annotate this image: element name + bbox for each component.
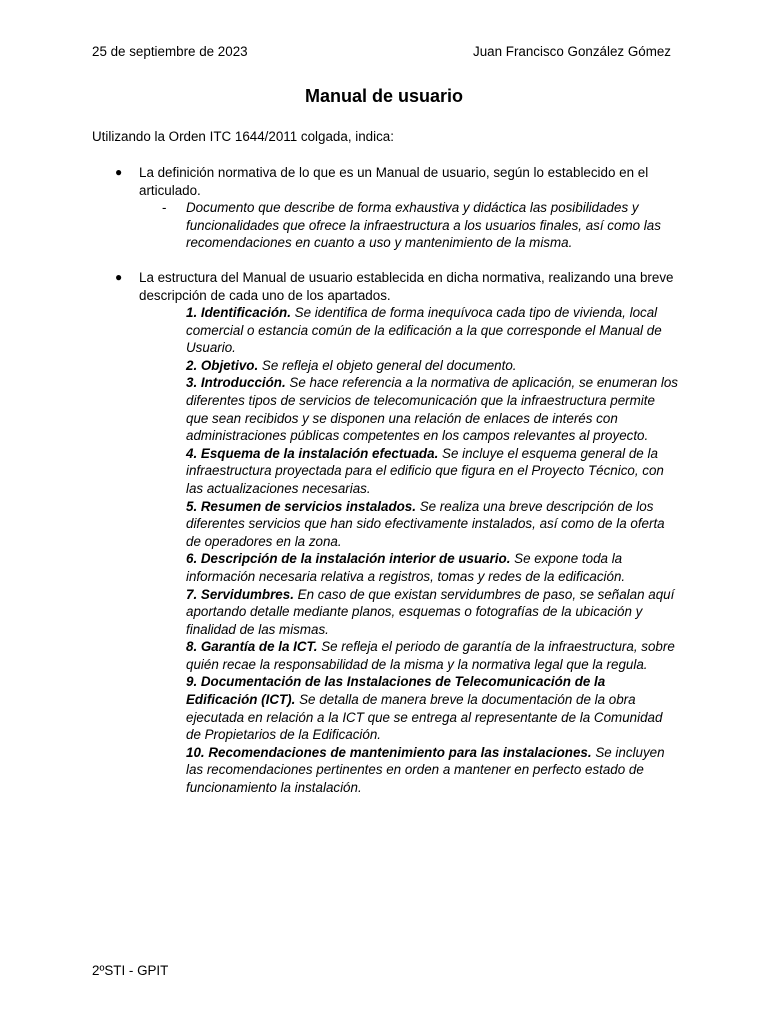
structure-item-8 <box>186 638 680 673</box>
structure-heading: 3. Introducción. <box>186 375 286 391</box>
structure-item-3 <box>186 374 680 444</box>
structure-list <box>186 304 680 797</box>
structure-heading: 4. Esquema de la instalación efectuada. <box>186 445 439 461</box>
structure-heading: 8. Garantía de la ICT. <box>186 639 318 655</box>
structure-text: Se incluye el esquema general de la infraestructura proyectada para el edificio que figura en el Proyecto Técnico, con las actualizaciones necesarias. <box>186 445 664 496</box>
bullet-text: La estructura del Manual de usuario establecida en dicha normativa, realizando una breve descripción de cada uno de los apartados. <box>139 270 674 303</box>
dash-icon: - <box>162 200 167 215</box>
sub-text: Documento que describe de forma exhaustiva y didáctica las posibilidades y funcionalidades que ofrece la infraestructura a los usuarios finales, así como las recomendaciones en cuanto a uso y mantenimiento de la misma. <box>186 200 661 251</box>
structure-heading: 7. Servidumbres. <box>186 586 294 602</box>
page-header <box>92 43 671 61</box>
structure-item-4 <box>186 445 680 498</box>
header-date: 25 de septiembre de 2023 <box>92 44 248 59</box>
structure-heading: 2. Objetivo. <box>186 357 259 373</box>
structure-item-5 <box>186 498 680 551</box>
structure-item-10 <box>186 744 680 797</box>
page-footer: 2ºSTI - GPIT <box>92 963 169 978</box>
structure-item-2 <box>186 357 680 375</box>
structure-heading: 5. Resumen de servicios instalados. <box>186 498 416 514</box>
sub-item-definition <box>162 199 680 252</box>
structure-item-7 <box>186 586 680 639</box>
bullet-dot-icon: ● <box>115 270 123 284</box>
bullet-item-structure <box>115 269 679 304</box>
structure-text: Se refleja el periodo de garantía de la infraestructura, sobre quién recae la responsabilidad de la misma y la normativa legal que la regula. <box>186 639 675 672</box>
structure-text: Se realiza una breve descripción de los diferentes servicios que han sido efectivamente instalados, así como de la oferta de operadores en la zona. <box>186 498 665 549</box>
structure-heading: 9. Documentación de las Instalaciones de Telecomunicación de la Edificación (ICT). <box>186 674 606 708</box>
structure-text: Se detalla de manera breve la documentación de la obra ejecutada en relación a la ICT que se entrega al representante de la Comunidad de Propietarios de la Edificación. <box>186 692 663 743</box>
structure-heading: 10. Recomendaciones de mantenimiento para las instalaciones. <box>186 744 592 760</box>
structure-text: Se hace referencia a la normativa de aplicación, se enumeran los diferentes tipos de servicios de telecomunicación que la infraestructura permite que sean recibidos y se disponen una relación de enlaces de interés con administraciones públicas competentes en los campos relevantes al proyecto. <box>186 375 678 444</box>
structure-item-9 <box>186 673 680 743</box>
intro-paragraph: Utilizando la Orden ITC 1644/2011 colgada, indica: <box>92 129 394 144</box>
structure-text: Se refleja el objeto general del documento. <box>258 357 517 373</box>
document-title: Manual de usuario <box>304 86 464 106</box>
structure-text: En caso de que existan servidumbres de paso, se señalan aquí aportando detalle mediante planos, esquemas o fotografías de la ubicación y finalidad de las mismas. <box>186 586 675 637</box>
bullet-item-definition <box>115 164 679 199</box>
structure-heading: 1. Identificación. <box>186 305 291 320</box>
structure-item-6 <box>186 550 680 585</box>
header-author: Juan Francisco González Gómez <box>473 44 671 59</box>
structure-text: Se incluyen las recomendaciones pertinentes en orden a mantener en perfecto estado de funcionamiento la instalación. <box>186 744 665 796</box>
bullet-dot-icon: ● <box>115 165 123 179</box>
bullet-text: La definición normativa de lo que es un Manual de usuario, según lo establecido en el articulado. <box>139 165 649 198</box>
structure-item-1 <box>186 304 680 357</box>
structure-text: Se expone toda la información necesaria relativa a registros, tomas y redes de la edificación. <box>186 551 626 584</box>
structure-heading: 6. Descripción de la instalación interior de usuario. <box>186 551 511 567</box>
structure-text: Se identifica de forma inequívoca cada tipo de vivienda, local comercial o estancia común de la edificación a la que corresponde el Manual de Usuario. <box>186 305 662 356</box>
